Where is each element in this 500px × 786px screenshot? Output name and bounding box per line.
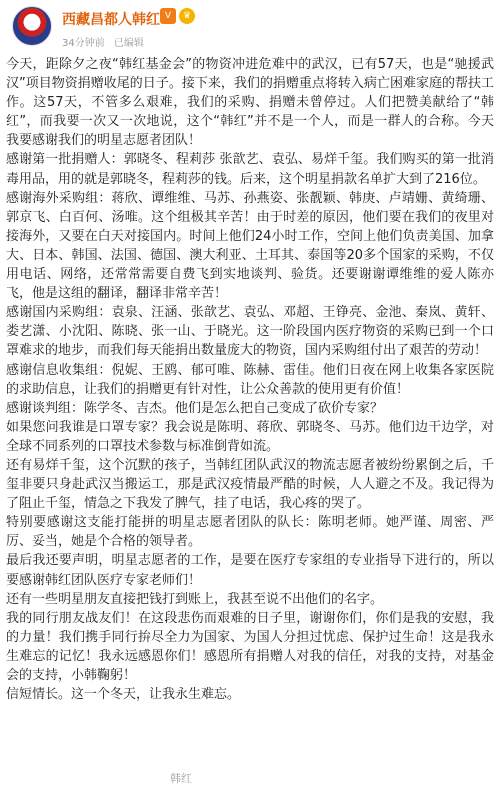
paragraph: 我的同行朋友战友们！在这段悲伤而艰难的日子里，谢谢你们，你们是我的安慰，我的力量！我们携手同行拚尽全力为国家、为国人分担过忧虑、保护过生命！这是我永生难忘的记忆！我永远感恩你们！感恩所有捐赠人对我的信任，对我的支持，对基金会的支持，小韩鞠躬！ <box>6 610 494 683</box>
post-time: 34分钟前 <box>62 38 105 49</box>
paragraph: 今天，距除夕之夜“韩红基金会”的物资冲进危难中的武汉，已有57天，也是“驰援武汉”项目物资捐赠收尾的日子。接下来，我们的捐赠重点将转入病亡困难家庭的帮扶工作。这57天，不管多么艰难，我们的采购、捐赠未曾停过。人们把赞美献给了“韩红”，而我要一次又一次地说，这个“韩红”并不是一个人，而是一群人的合称。今天我要感谢我们的明星志愿者团队！ <box>6 57 494 149</box>
edited-label[interactable]: 已编辑 <box>113 38 144 49</box>
paragraph: 还有易烊千玺，这个沉默的孩子，当韩红团队武汉的物流志愿者被纷纷累倒之后，千玺非要只身赴武汉当搬运工，那是武汉疫情最严酷的时候，人人避之不及。我记得为了阻止千玺，情急之下我发了脾气，挂了电话，我心疼的哭了。 <box>6 457 494 512</box>
paragraph: 感谢第一批捐赠人：郭晓冬、程莉莎 张歆艺、袁弘、易烊千玺。我们购买的第一批消毒用品，用的就是郭晓冬，程莉莎的钱。后来，这个明星捐款名单扩大到了216位。 <box>6 152 494 187</box>
paragraph: 最后我还要声明，明星志愿者的工作，是要在医疗专家组的专业指导下进行的，所以要感谢韩红团队医疗专家老师们！ <box>6 553 494 588</box>
user-badges <box>160 8 195 24</box>
paragraph: 信短情长。这一个冬天，让我永生难忘。 <box>6 687 241 703</box>
post-meta <box>62 34 150 49</box>
post-header <box>0 0 500 56</box>
verified-level-icon[interactable]: V <box>160 8 176 24</box>
paragraph: 如果您问我谁是口罩专家？我会说是陈明、蒋欣、郭晓冬、马苏。他们边干边学，对全球不同系列的口罩技术参数与标准倒背如流。 <box>6 419 494 454</box>
footer-partial-text: 韩红 <box>170 772 192 785</box>
paragraph: 还有一些明星朋友直接把钱打到账上，我甚至说不出他们的名字。 <box>6 591 384 607</box>
paragraph: 感谢信息收集组：倪妮、王鸥、郁可唯、陈赫、雷佳。他们日夜在网上收集各家医院的求助信息，让我们的捐赠更有针对性，让公众善款的使用更有价值！ <box>6 362 494 397</box>
paragraph: 特别要感谢这支能打能拼的明星志愿者团队的队长：陈明老师。她严谨、周密、严厉、妥当，她是个合格的领导者。 <box>6 515 494 550</box>
paragraph: 感谢国内采购组：袁泉、汪涵、张歆艺、袁弘、邓超、王铮亮、金池、秦岚、黄轩、娄艺潇、小沈阳、陈晓、张一山、于晓光。这一阶段国内医疗物资的采购已到一个口罩难求的地步，而我们每天能捐出数量庞大的物资，国内采购组付出了艰苦的劳动！ <box>6 305 494 359</box>
paragraph: 感谢谈判组：陈学冬、吉杰。他们是怎么把自己变成了砍价专家？ <box>6 400 384 416</box>
user-name[interactable]: 西藏昌都人韩红 <box>62 12 160 28</box>
post-content <box>6 55 494 704</box>
crown-icon[interactable]: ♛ <box>179 8 195 24</box>
paragraph: 感谢海外采购组：蒋欣、谭维维、马苏、孙燕姿、张靓颖、韩庚、卢靖姗、黄绮珊、郭京飞、白百何、汤唯。这个组极其辛苦！由于时差的原因，他们要在我们的夜里对接海外，又要在白天对接国内。时间上他们24小时工作，空间上他们负责美国、加拿大、日本、韩国、法国、德国、澳大利亚、土耳其、泰国等20多个国家的采购，不仅用电话、网络，还常常需要自费飞到实地谈判、验货。还要谢谢谭维维的爱人陈亦飞，他是这组的翻译，翻译非常辛苦！ <box>6 190 494 302</box>
avatar[interactable] <box>12 6 52 46</box>
